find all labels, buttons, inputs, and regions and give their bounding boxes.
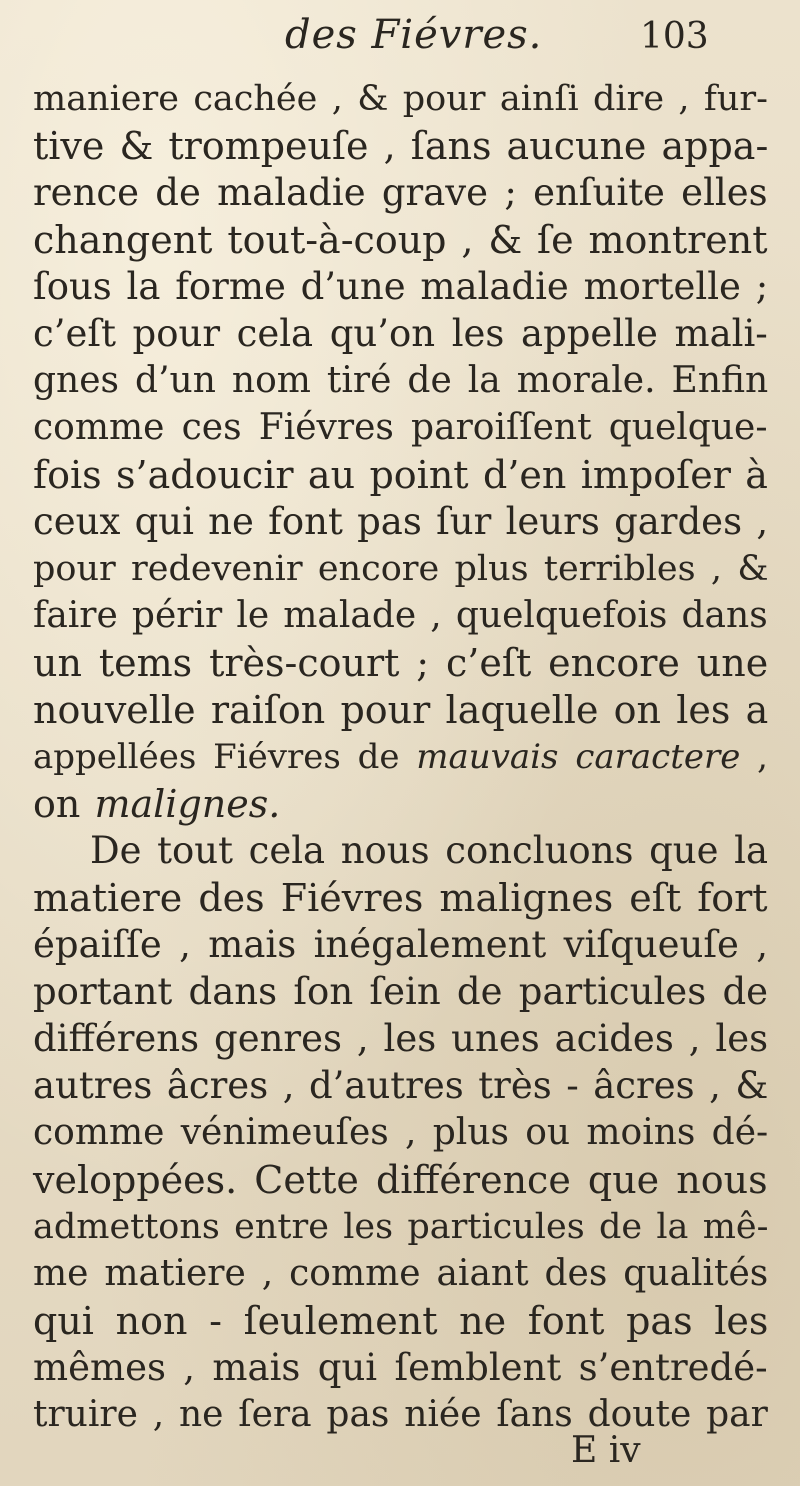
text-line: mêmes , mais qui ſemblent s’entredé- [33, 1346, 768, 1389]
text-line: matiere des Fiévres malignes eſt fort [33, 876, 768, 920]
text-line: ſous la forme d’une maladie mortelle ; [33, 265, 769, 308]
text-line: c’eſt pour cela qu’on les appelle mali- [33, 312, 768, 355]
text-run: appellées Fiévres de [33, 737, 400, 777]
page-header [0, 12, 800, 70]
text-line: gnes d’un nom tiré de la morale. Enfin [33, 360, 769, 401]
text-line: nouvelle raiſon pour laquelle on les a [33, 688, 769, 732]
text-line: me matiere , comme aiant des qualités [33, 1253, 769, 1294]
signature-mark: E iv [571, 1430, 641, 1471]
text-line: maniere cachée , & pour ainſi dire , fur- [33, 79, 768, 119]
text-line-mixed [33, 781, 280, 827]
text-line: autres âcres , d’autres très - âcres , & [33, 1064, 769, 1107]
text-line: tive & trompeuſe , ſans aucune appa- [33, 124, 769, 168]
text-run: , [740, 737, 768, 777]
text-line: différens genres , les unes acides , les [33, 1017, 769, 1060]
running-title: des Fiévres. [285, 12, 543, 58]
text-line-mixed [33, 734, 768, 780]
text-line: portant dans ſon ſein de particules de [33, 970, 769, 1013]
text-line: faire périr le malade , quelquefois dans [33, 595, 768, 636]
text-line: admettons entre les particules de la mê- [33, 1207, 769, 1247]
text-line: un tems très-court ; c’eſt encore une [33, 641, 769, 685]
text-line: épaiſſe , mais inégalement viſqueuſe , [33, 923, 769, 966]
text-line: comme ces Fiévres paroiſſent quelque- [33, 407, 768, 448]
italic-run: malignes. [94, 782, 281, 826]
text-line: fois s’adoucir au point d’en impoſer à [33, 453, 768, 497]
page-number: 103 [640, 16, 709, 57]
text-run: on [33, 782, 81, 826]
text-line: changent tout-à-coup , & ſe montrent [33, 218, 768, 262]
italic-run: mauvais caractere [416, 737, 741, 777]
text-line: comme vénimeuſes , plus ou moins dé- [33, 1112, 769, 1153]
text-line: De tout cela nous concluons que la [90, 829, 769, 872]
text-line: truire , ne ſera pas niée ſans doute par [33, 1394, 768, 1435]
text-line: rence de maladie grave ; enſuite elles [33, 171, 768, 214]
text-line: ceux qui ne font pas ſur leurs gardes , [33, 500, 769, 543]
text-line: qui non - ſeulement ne font pas les [33, 1299, 769, 1343]
text-line: pour redevenir encore plus terribles , & [33, 549, 769, 589]
text-line: veloppées. Cette différence que nous [33, 1158, 768, 1202]
